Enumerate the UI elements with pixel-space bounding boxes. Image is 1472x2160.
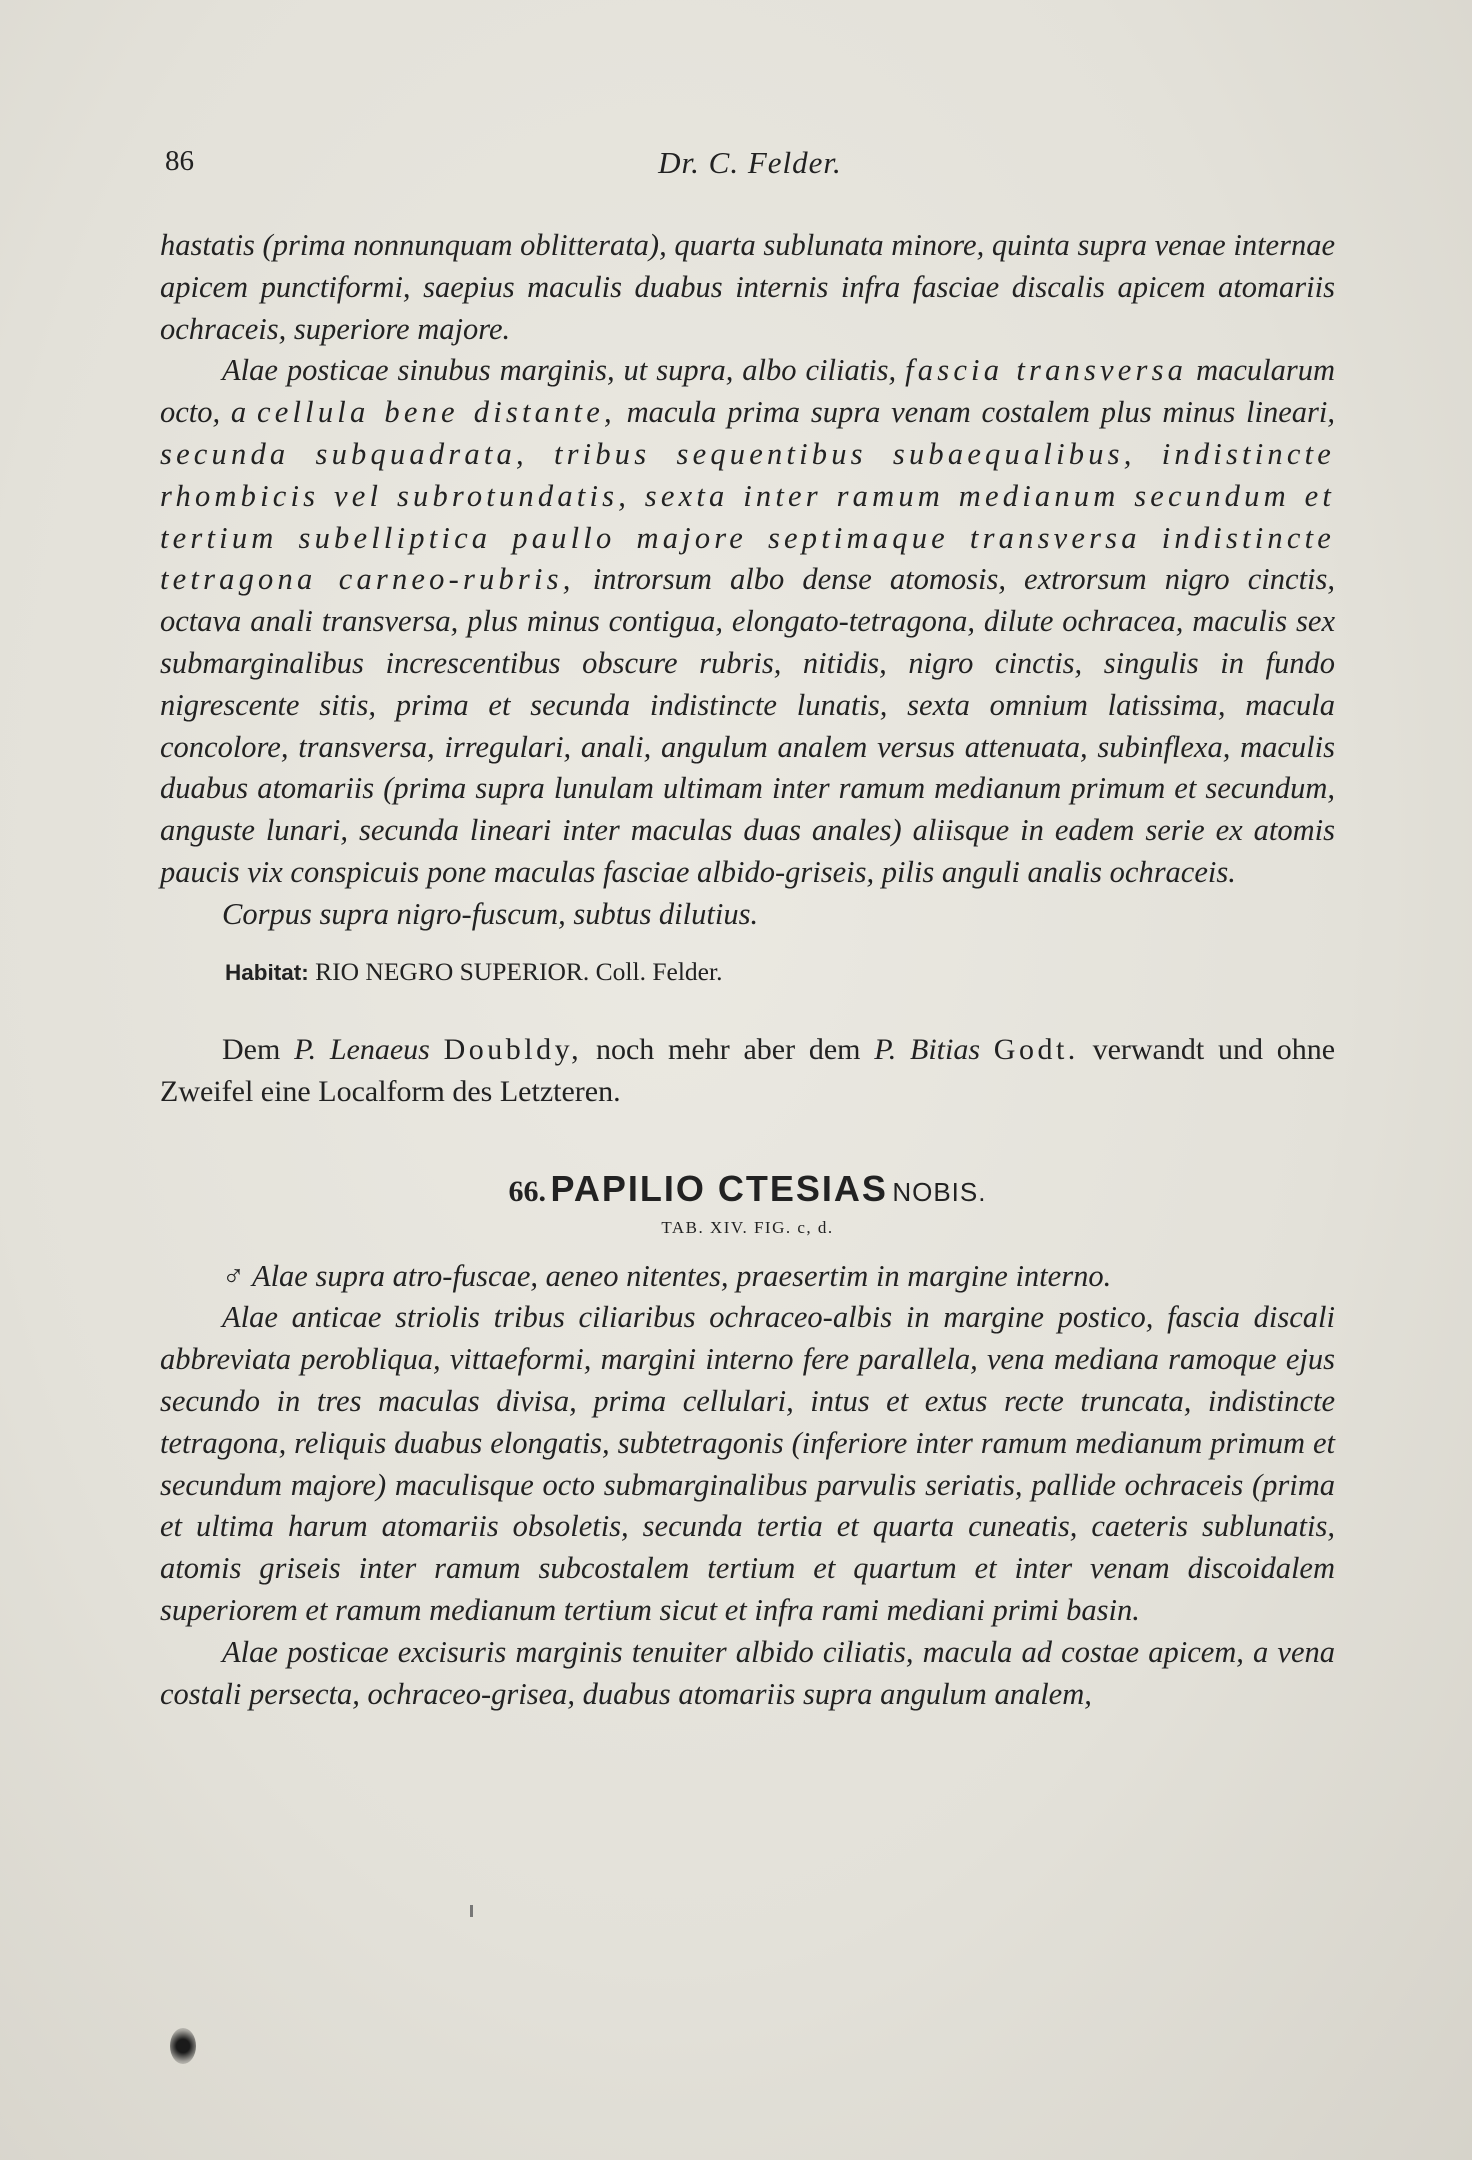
ink-spot bbox=[170, 2028, 196, 2064]
page-number: 86 bbox=[165, 145, 194, 177]
body-text bbox=[160, 225, 1335, 1715]
habitat-line bbox=[225, 952, 1335, 993]
habitat-label: Habitat: bbox=[225, 959, 309, 985]
running-head: Dr. C. Felder. bbox=[658, 145, 842, 180]
paragraph-alae-anticae: Alae anticae striolis tribus ciliaribus ochraceo-albis in margine postico, fascia discali abbreviata perobliqua, vittaeformi, margini interno fere parallela, vena mediana ramoque ejus secundo in tres maculas divisa, prima cellulari, intus et extus recte truncata, indistincte tetragona, reliquis duabus elongatis, subtetragonis (inferiore inter ramum medianum primum et secundum majore) maculisque octo submarginalibus parvulis seriatis, pallide ochraceis (prima et ultima harum atomariis obsoletis, secunda tertia et quarta cuneatis, caeteris sublunatis, atomis griseis inter ramum subcostalem tertium et quartum et inter venam discoidalem superiorem et ramum medianum tertium sicut et infra rami mediani primi basin. bbox=[160, 1300, 1335, 1627]
paragraph-alae-posticae: Alae posticae sinubus marginis, ut supra, albo ciliatis, fascia transversa macularum octo, a cellula bene distante, macula prima supra venam costalem plus minus lineari, secunda subquadrata, tribus sequentibus subaequalibus, indistincte rhombicis vel subrotundatis, sexta inter ramum medianum secundum et tertium subelliptica paullo majore septimaque transversa indistincte tetragona carneo-rubris, introrsum albo dense atomosis, extrorsum nigro cinctis, octava anali transversa, plus minus contigua, elongato-tetragona, dilute ochracea, maculis sex submarginalibus increscentibus obscure rubris, nitidis, nigro cinctis, singulis in fundo nigrescente sitis, prima et secunda indistincte lunatis, sexta omnium latissima, macula concolore, transversa, irregulari, anali, angulum analem versus attenuata, subinflexa, maculis duabus atomariis (prima supra lunulam ultimam inter ramum medianum primum et secundum, anguste lunari, secunda lineari inter maculas duas anales) aliisque in eadem serie ex atomis paucis vix conspicuis pone maculas fasciae albido-griseis, pilis anguli analis ochraceis. bbox=[160, 353, 1336, 889]
paragraph-alae-supra: ♂ Alae supra atro-fuscae, aeneo nitentes, praesertim in margine interno. bbox=[222, 1258, 1112, 1293]
plate-reference: TAB. XIV. FIG. c, d. bbox=[661, 1217, 834, 1237]
page-header bbox=[165, 145, 1335, 195]
species-heading bbox=[160, 1168, 1335, 1210]
species-name: PAPILIO CTESIAS bbox=[550, 1167, 888, 1209]
note-paragraph: Dem P. Lenaeus Doubldy, noch mehr aber dem P. Bitias Godt. verwandt und ohne Zweifel eine Localform des Letzteren. bbox=[160, 1032, 1336, 1108]
paragraph-continued: hastatis (prima nonnunquam oblitterata), quarta sublunata minore, quinta supra venae internae apicem punctiformi, saepius maculis duabus internis infra fasciae discalis apicem atomariis ochraceis, superiore majore. bbox=[160, 228, 1335, 346]
ink-mark bbox=[470, 1905, 473, 1917]
paragraph-corpus: Corpus supra nigro-fuscum, subtus dilutius. bbox=[222, 896, 759, 931]
species-number: 66. bbox=[508, 1174, 547, 1208]
species-description bbox=[160, 1256, 1335, 1716]
paragraph-alae-posticae-2: Alae posticae excisuris marginis tenuiter albido ciliatis, macula ad costae apicem, a vena costali persecta, ochraceo-grisea, duabus atomariis supra angulum analem, bbox=[160, 1634, 1335, 1711]
habitat-text: RIO NEGRO SUPERIOR. Coll. Felder. bbox=[315, 956, 723, 986]
species-author: NOBIS. bbox=[892, 1176, 987, 1207]
